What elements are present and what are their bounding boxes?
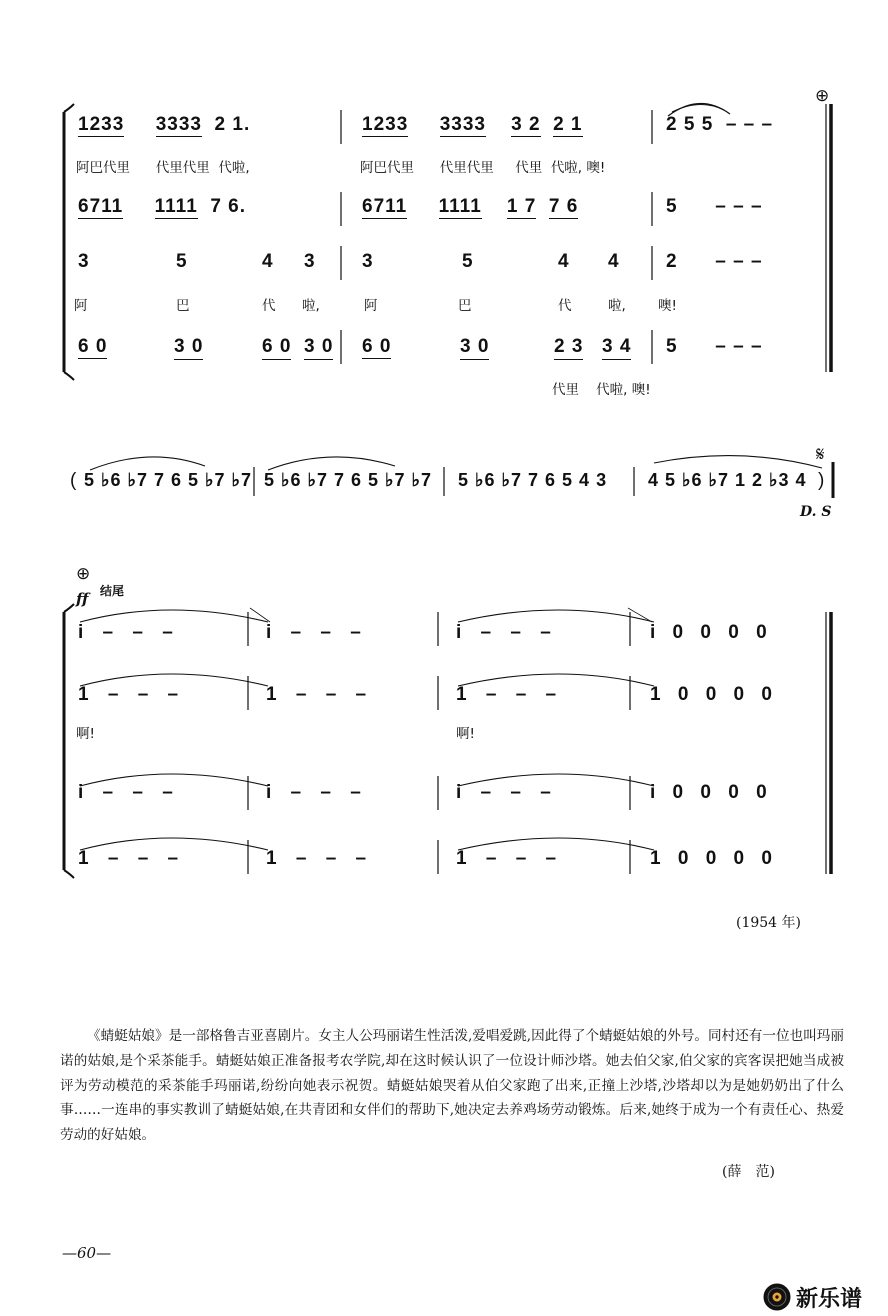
coda-staff2-m3: 1 – – – <box>456 684 558 705</box>
staff2-measure2: 6711 1111 1 7 7 6 <box>362 196 579 217</box>
staff3-measure3: 2 – – – <box>666 251 763 272</box>
staff4-measure3: 5 – – – <box>666 336 763 357</box>
dynamic-ff: ff <box>76 590 89 608</box>
staff2-measure3: 5 – – – <box>666 196 763 217</box>
coda-staff3-m3: i – – – <box>456 782 552 803</box>
staff1-lyrics: 阿巴代里 代里代里 代啦, <box>76 160 250 176</box>
coda-staff2-m4: 1 0 0 0 0 <box>650 684 773 705</box>
staff3-measure2: 3 5 4 4 <box>362 251 620 272</box>
coda-staff3-m2: i – – – <box>266 782 362 803</box>
coda-title: 结尾 <box>100 584 125 598</box>
staff3-measure1: 3 5 4 3 <box>78 251 316 272</box>
staff1-lyrics-2: 阿巴代里 代里代里 代里 代啦, 噢! <box>360 160 606 176</box>
coda-staff2-m1: 1 – – – <box>78 684 180 705</box>
coda-staff1-m3: i – – – <box>456 622 552 643</box>
staff2-measure1: 6711 1111 7 6. <box>78 196 247 217</box>
staff1-measure3: 2 5 5 – – – <box>666 114 774 135</box>
film-description: 《蜻蜓姑娘》是一部格鲁吉亚喜剧片。女主人公玛丽诺生性活泼,爱唱爱跳,因此得了个蜻蜓姑娘的外号。同村还有一位也叫玛丽诺的姑娘,是个采茶能手。蜻蜓姑娘正准备报考农学院,却在这时候认识了一位设计师沙塔。她去伯父家,伯父家的宾客误把她当成被评为劳动模范的采茶能手玛丽诺,纷纷向她表示祝贺。蜻蜓姑娘哭着从伯父家跑了出来,正撞上沙塔,沙塔却以为是她奶奶出了什么事……一连串的事实教训了蜻蜓姑娘,在共青团和女伴们的帮助下,她决定去养鸡场劳动锻炼。后来,她终于成为一个有责任心、热爱劳动的好姑娘。 <box>60 1028 844 1144</box>
coda-staff1-m4: i 0 0 0 0 <box>650 622 768 643</box>
interlude-measure4: 4 5 ♭6 ♭7 1 2 ♭3 4 <box>648 470 807 490</box>
dal-segno: D. S <box>800 504 832 520</box>
coda-staff4-m2: 1 – – – <box>266 848 368 869</box>
interlude-open-paren: ( <box>70 470 78 491</box>
coda-staff1-m2: i – – – <box>266 622 362 643</box>
interlude-close-paren: ) <box>818 470 826 491</box>
coda-staff4-m3: 1 – – – <box>456 848 558 869</box>
composition-year: (1954 年) <box>736 915 802 931</box>
staff1-measure2: 1233 3333 3 2 2 1 <box>362 114 583 135</box>
staff4-measure2: 6 0 3 0 2 3 3 4 <box>362 336 642 358</box>
staff1-measure1: 1233 3333 2 1. <box>78 114 251 135</box>
coda-staff2-m2: 1 – – – <box>266 684 368 705</box>
interlude-measure3: 5 ♭6 ♭7 7 6 5 4 3 <box>458 470 608 490</box>
coda-sign-top: ⊕ <box>815 86 830 106</box>
coda-staff3-m4: i 0 0 0 0 <box>650 782 768 803</box>
coda-staff4-m1: 1 – – – <box>78 848 180 869</box>
coda-staff1-m1: i – – – <box>78 622 174 643</box>
author-credit: (薛 范) <box>722 1164 775 1180</box>
coda-staff3-m1: i – – – <box>78 782 174 803</box>
interlude-measure2: 5 ♭6 ♭7 7 6 5 ♭7 ♭7 <box>264 470 433 490</box>
interlude-measure1: 5 ♭6 ♭7 7 6 5 ♭7 ♭7 <box>84 470 253 490</box>
coda-lyric-2: 啊! <box>456 726 475 742</box>
coda-staff4-m4: 1 0 0 0 0 <box>650 848 773 869</box>
staff4-lyrics: 代里 代啦, 噢! <box>552 382 651 398</box>
vinyl-record-icon <box>762 1282 792 1312</box>
brand-label: 新乐谱 <box>796 1287 863 1312</box>
coda-lyric-1: 啊! <box>76 726 95 742</box>
staff4-measure1: 6 0 3 0 6 0 3 0 <box>78 336 328 358</box>
segno-sign: 𝄋 <box>816 442 825 466</box>
page-number: —60— <box>62 1244 112 1262</box>
staff3-lyrics: 阿 巴 代 啦, 阿 巴 代 啦, 噢! <box>74 298 677 314</box>
coda-sign: ⊕ <box>76 564 91 584</box>
